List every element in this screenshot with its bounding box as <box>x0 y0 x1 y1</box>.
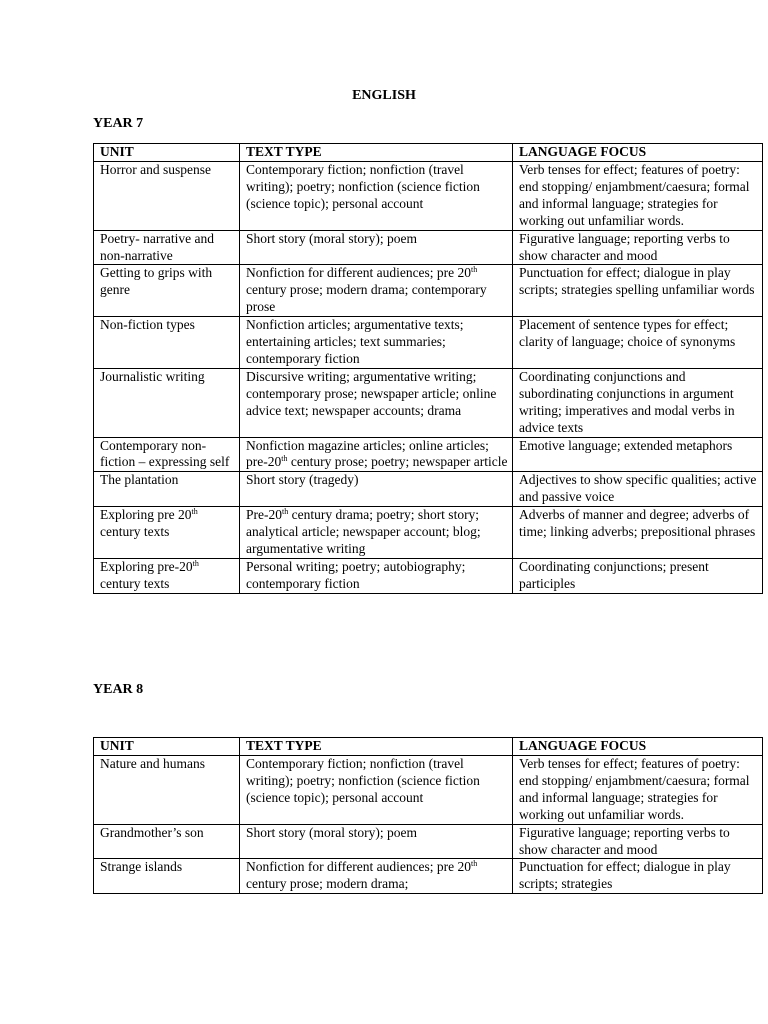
document-title: ENGLISH <box>352 88 416 103</box>
text-type-cell: Contemporary fiction; nonfiction (travel writing); poetry; nonfiction (science fiction (science topic); personal account <box>240 756 513 825</box>
column-header-unit: UNIT <box>94 144 240 162</box>
unit-cell: Non-fiction types <box>94 317 240 369</box>
unit-cell: Grandmother’s son <box>94 824 240 859</box>
table-row <box>94 437 763 472</box>
unit-cell: Nature and humans <box>94 756 240 825</box>
unit-cell: Exploring pre-20th century texts <box>94 558 240 593</box>
text-type-cell: Short story (moral story); poem <box>240 824 513 859</box>
text-type-cell: Discursive writing; argumentative writing; contemporary prose; newspaper article; online advice text; newspaper accounts; drama <box>240 368 513 437</box>
table-row <box>94 162 763 231</box>
text-type-cell: Nonfiction articles; argumentative texts; entertaining articles; text summaries; contemporary fiction <box>240 317 513 369</box>
text-type-cell: Nonfiction for different audiences; pre 20th century prose; modern drama; contemporary prose <box>240 265 513 317</box>
column-header-language-focus: LANGUAGE FOCUS <box>513 738 763 756</box>
table-row <box>94 859 763 894</box>
unit-cell: Exploring pre 20th century texts <box>94 507 240 559</box>
table-row <box>94 824 763 859</box>
table-row <box>94 558 763 593</box>
section-heading-year-7: YEAR 7 <box>93 116 144 131</box>
language-focus-cell: Figurative language; reporting verbs to show character and mood <box>513 230 763 265</box>
language-focus-cell: Placement of sentence types for effect; clarity of language; choice of synonyms <box>513 317 763 369</box>
table-header-row <box>94 144 763 162</box>
table-row <box>94 265 763 317</box>
unit-cell: Strange islands <box>94 859 240 894</box>
language-focus-cell: Emotive language; extended metaphors <box>513 437 763 472</box>
unit-cell: Journalistic writing <box>94 368 240 437</box>
table-header-row <box>94 738 763 756</box>
text-type-cell: Pre-20th century drama; poetry; short story; analytical article; newspaper account; blog; argumentative writing <box>240 507 513 559</box>
unit-cell: Horror and suspense <box>94 162 240 231</box>
language-focus-cell: Punctuation for effect; dialogue in play scripts; strategies <box>513 859 763 894</box>
table-row <box>94 230 763 265</box>
text-type-cell: Contemporary fiction; nonfiction (travel writing); poetry; nonfiction (science fiction (science topic); personal account <box>240 162 513 231</box>
text-type-cell: Short story (tragedy) <box>240 472 513 507</box>
year-8-table <box>93 737 763 894</box>
language-focus-cell: Verb tenses for effect; features of poetry: end stopping/ enjambment/caesura; formal and informal language; strategies for working out unfamiliar words. <box>513 162 763 231</box>
column-header-text-type: TEXT TYPE <box>240 144 513 162</box>
language-focus-cell: Figurative language; reporting verbs to show character and mood <box>513 824 763 859</box>
table-row <box>94 507 763 559</box>
unit-cell: The plantation <box>94 472 240 507</box>
language-focus-cell: Coordinating conjunctions and subordinating conjunctions in argument writing; imperatives and modal verbs in advice texts <box>513 368 763 437</box>
column-header-language-focus: LANGUAGE FOCUS <box>513 144 763 162</box>
table-row <box>94 368 763 437</box>
text-type-cell: Nonfiction magazine articles; online articles; pre-20th century prose; poetry; newspaper article <box>240 437 513 472</box>
language-focus-cell: Verb tenses for effect; features of poetry: end stopping/ enjambment/caesura; formal and informal language; strategies for working out unfamiliar words. <box>513 756 763 825</box>
table-row <box>94 472 763 507</box>
language-focus-cell: Coordinating conjunctions; present participles <box>513 558 763 593</box>
unit-cell: Poetry- narrative and non-narrative <box>94 230 240 265</box>
year-7-table <box>93 143 763 594</box>
table-row <box>94 756 763 825</box>
unit-cell: Getting to grips with genre <box>94 265 240 317</box>
text-type-cell: Short story (moral story); poem <box>240 230 513 265</box>
language-focus-cell: Adjectives to show specific qualities; active and passive voice <box>513 472 763 507</box>
column-header-unit: UNIT <box>94 738 240 756</box>
table-row <box>94 317 763 369</box>
column-header-text-type: TEXT TYPE <box>240 738 513 756</box>
language-focus-cell: Punctuation for effect; dialogue in play scripts; strategies spelling unfamiliar words <box>513 265 763 317</box>
language-focus-cell: Adverbs of manner and degree; adverbs of time; linking adverbs; prepositional phrases <box>513 507 763 559</box>
text-type-cell: Personal writing; poetry; autobiography; contemporary fiction <box>240 558 513 593</box>
unit-cell: Contemporary non-fiction – expressing self <box>94 437 240 472</box>
text-type-cell: Nonfiction for different audiences; pre 20th century prose; modern drama; <box>240 859 513 894</box>
section-heading-year-8: YEAR 8 <box>93 682 144 697</box>
